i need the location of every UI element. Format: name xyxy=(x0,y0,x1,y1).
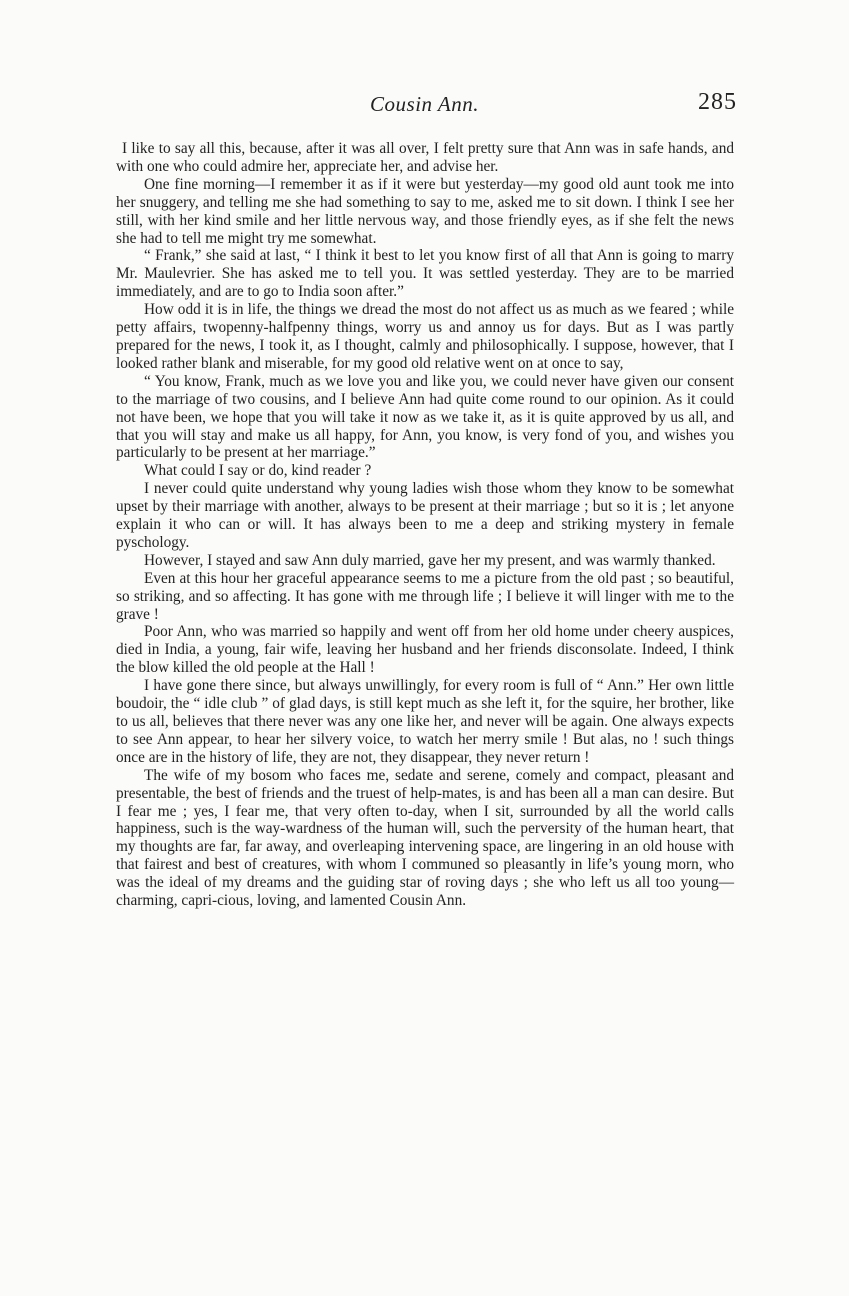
paragraph: “ You know, Frank, much as we love you and like you, we could never have given our consent to the marriage of two cousins, and I believe Ann had quite come round to our opinion. As it could not have been, we hope that you will take it now as we take it, as it is quite approved by us all, and that you will stay and make us all happy, for Ann, you know, is very fond of you, and wishes you particularly to be present at her marriage.” xyxy=(116,372,734,462)
paragraph: The wife of my bosom who faces me, sedate and serene, comely and compact, pleasant and presentable, the best of friends and the truest of help-mates, is and has been all a man can desire. But I fear me ; yes, I fear me, that very often to-day, when I sit, surrounded by all the world calls happiness, such is the way-wardness of the human will, such the perversity of the human heart, that my thoughts are far, far away, and overleaping intervening space, are lingering in an old house with that fairest and best of creatures, with whom I communed so pleasantly in life’s young morn, who was the ideal of my dreams and the guiding star of roving days ; she who left us all too young—charming, capri-cious, loving, and lamented Cousin Ann. xyxy=(116,766,734,910)
body-text xyxy=(116,140,734,910)
paragraph: However, I stayed and saw Ann duly married, gave her my present, and was warmly thanked. xyxy=(144,551,716,569)
paragraph: Even at this hour her graceful appearance seems to me a picture from the old past ; so beautiful, so striking, and so affecting. It has gone with me through life ; I believe it will linger with me to the grave ! xyxy=(116,569,734,623)
paragraph: “ Frank,” she said at last, “ I think it best to let you know first of all that Ann is going to marry Mr. Maulevrier. She has asked me to tell you. It was settled yesterday. They are to be married immediately, and are to go to India soon after.” xyxy=(116,247,734,301)
page-number: 285 xyxy=(698,89,737,115)
running-title: Cousin Ann. xyxy=(370,92,479,116)
paragraph: Poor Ann, who was married so happily and went off from her old home under cheery auspices, died in India, a young, fair wife, leaving her husband and her friends disconsolate. Indeed, I think the blow killed the old people at the Hall ! xyxy=(116,623,734,677)
paragraph: I like to say all this, because, after it was all over, I felt pretty sure that Ann was in safe hands, and with one who could admire her, appreciate her, and advise her. xyxy=(116,140,734,175)
paragraph: I never could quite understand why young ladies wish those whom they know to be somewhat upset by their marriage with another, always to be present at their marriage ; but so it is ; let anyone explain it who can or will. It has always been to me a deep and striking mystery in female pyschology. xyxy=(116,480,734,551)
paragraph: I have gone there since, but always unwillingly, for every room is full of “ Ann.” Her own little boudoir, the “ idle club ” of glad days, is still kept much as she left it, for the squire, her brother, like to us all, believes that there never was any one like her, and never will be again. One always expects to see Ann appear, to hear her silvery voice, to watch her merry smile ! But alas, no ! such things once are in the history of life, they are not, they disappear, they never return ! xyxy=(116,677,734,766)
paragraph: One fine morning—I remember it as if it were but yesterday—my good old aunt took me into her snuggery, and telling me she had something to say to me, asked me to sit down. I think I see her still, with her kind smile and her little nervous way, and those friendly eyes, as if she felt the news she had to tell me might try me somewhat. xyxy=(116,175,734,247)
paragraph: What could I say or do, kind reader ? xyxy=(144,462,372,480)
running-head xyxy=(0,89,849,124)
paragraph: How odd it is in life, the things we dread the most do not affect us as much as we feared ; while petty affairs, twopenny-halfpenny things, worry us and annoy us for days. But as I was partly prepared for the news, I took it, as I thought, calmly and philosophically. I suppose, however, that I looked rather blank and miserable, for my good old relative went on at once to say, xyxy=(116,301,734,372)
